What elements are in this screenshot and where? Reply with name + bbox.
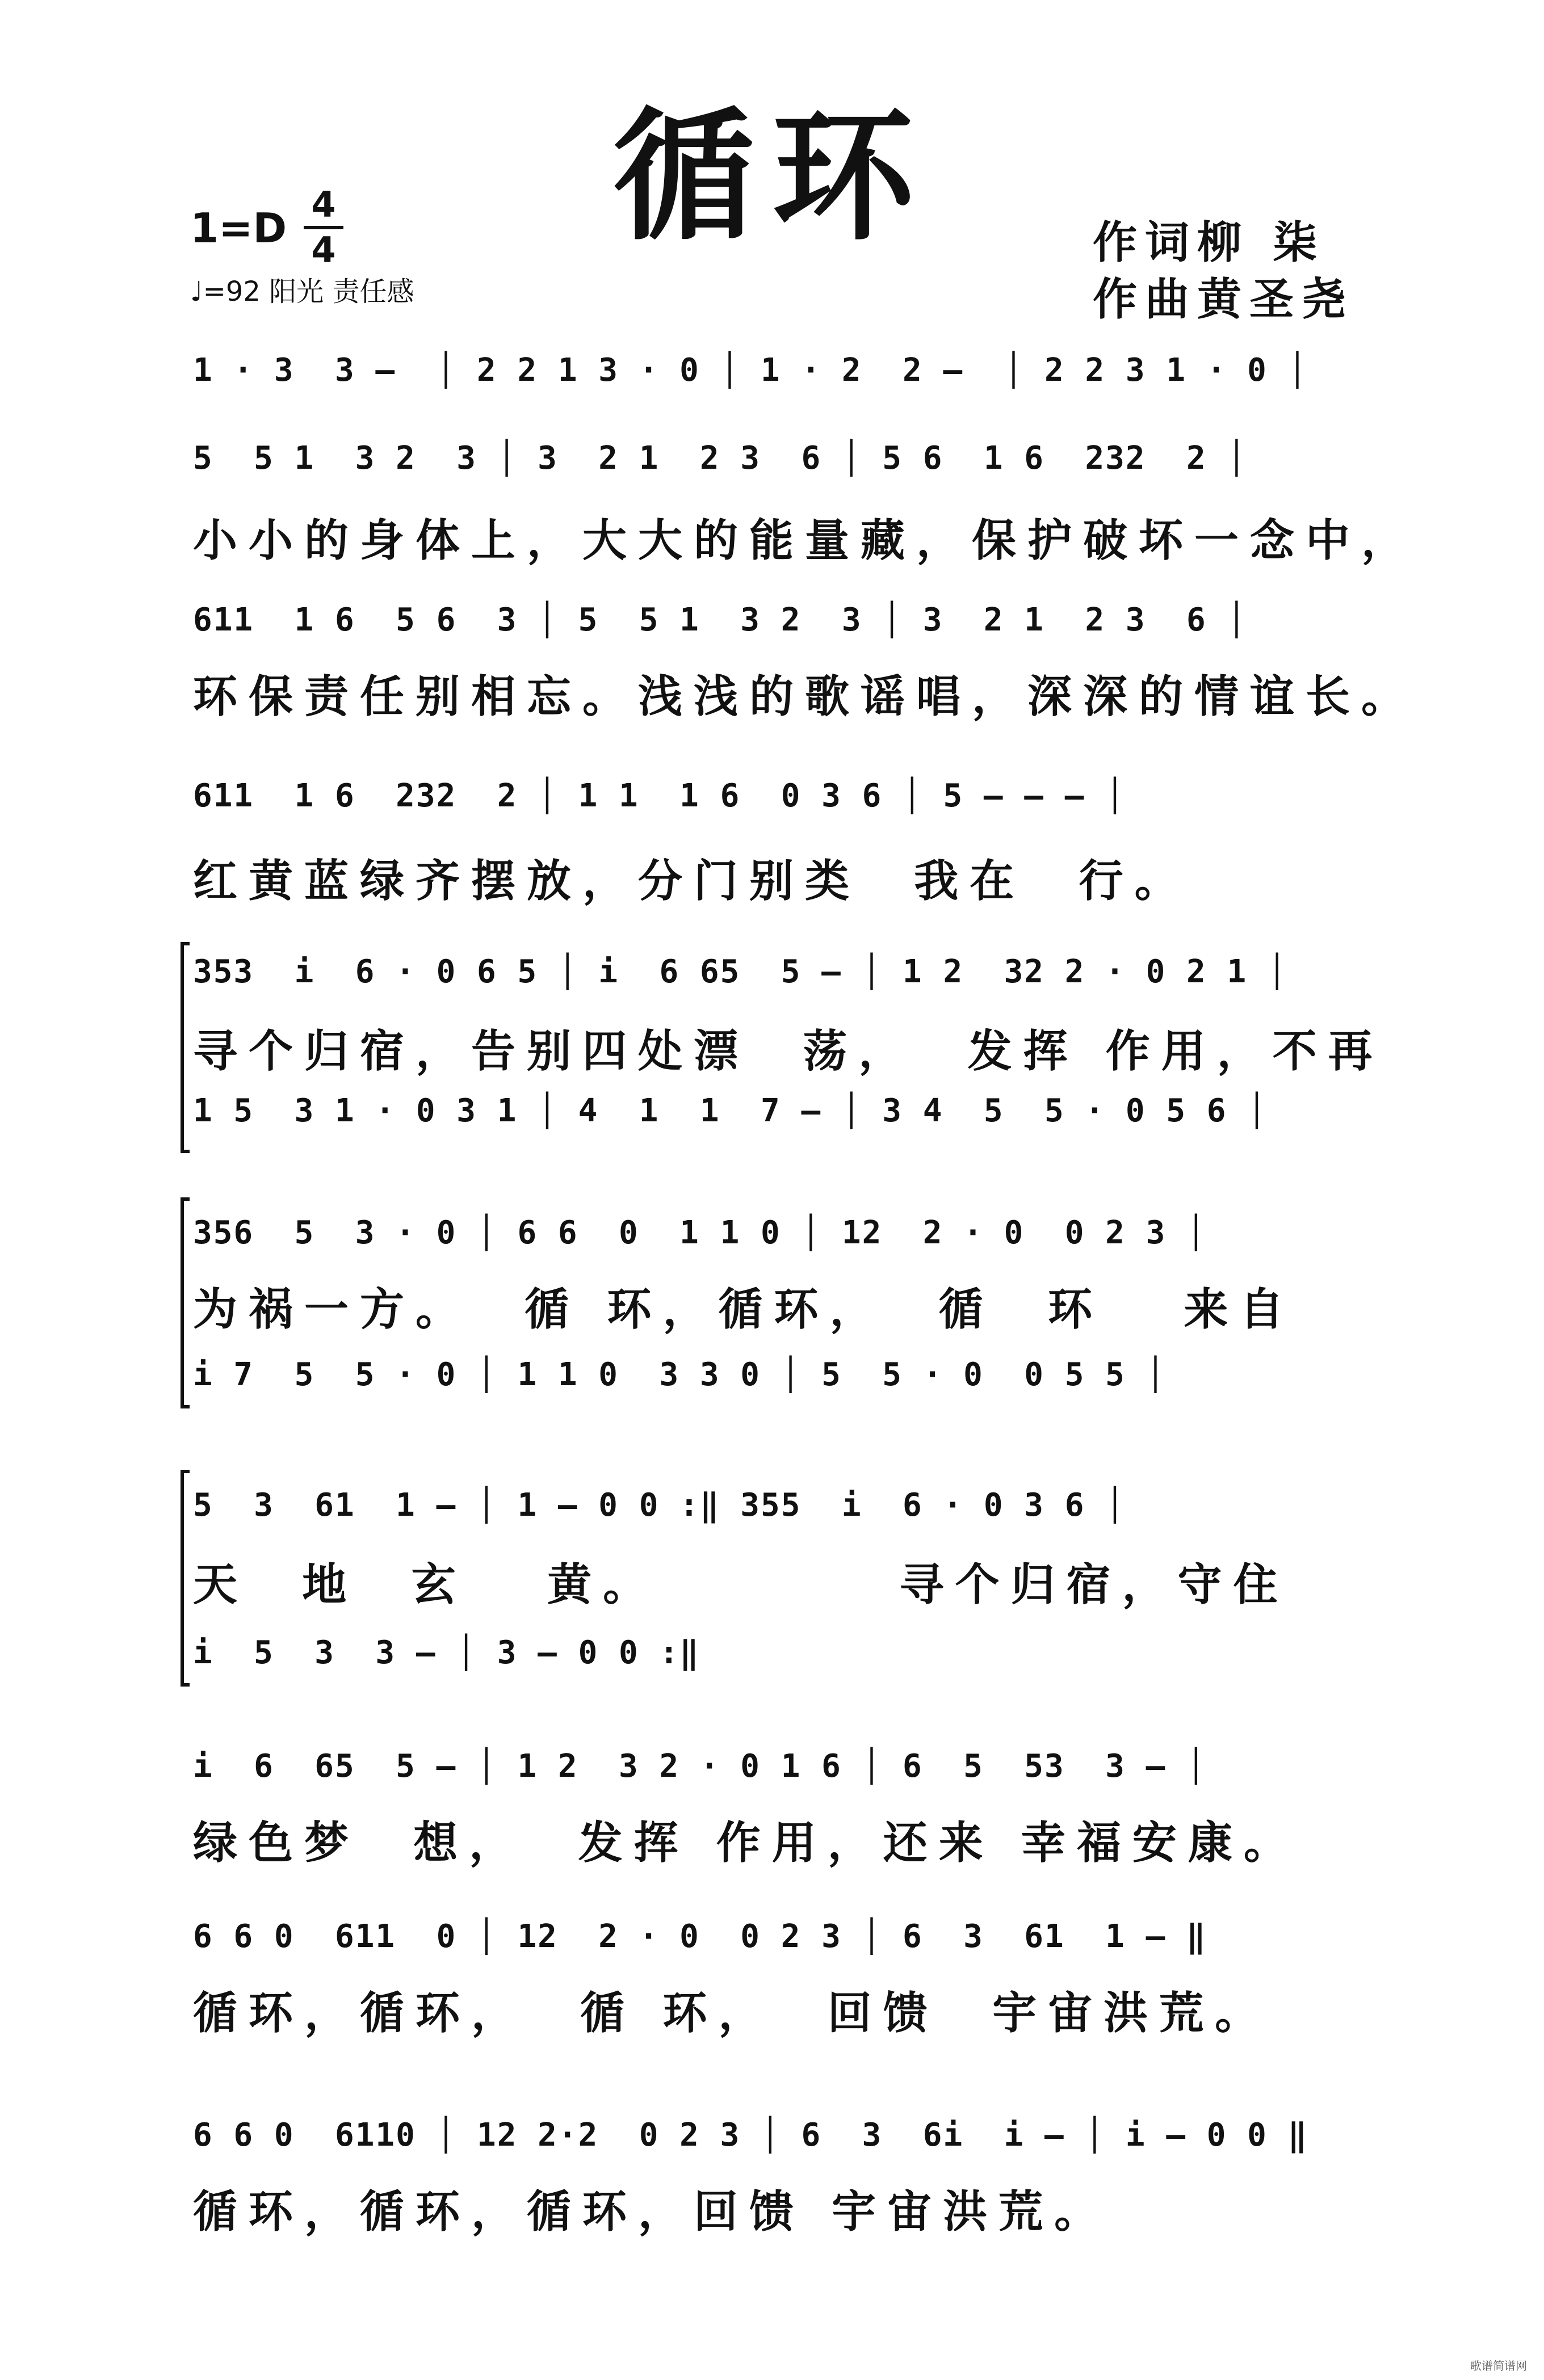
notation-line: 1 · 3 3 – │ 2 2 1 3 · 0 │ 1 · 2 2 – │ 2 2 3 1 · 0 │ (193, 352, 1308, 389)
lyricist-credit: 作词柳 柒 (1093, 217, 1325, 268)
notation-line-lower: i 5 3 3 – │ 3 – 0 0 :‖ (193, 1634, 700, 1671)
composer-credit: 作曲黄圣尧 (1093, 274, 1354, 325)
song-title: 循环 (613, 92, 931, 259)
lyric-line: 小小的身体上，大大的能量藏，保护破坏一念中， (193, 515, 1417, 566)
notation-line-lower: i 7 5 5 · 0 │ 1 1 0 3 3 0 │ 5 5 · 0 0 5 5 │ (193, 1356, 1167, 1393)
notation-line-upper: 356 5 3 · 0 │ 6 6 0 1 1 0 │ 12 2 · 0 0 2 3 │ (193, 1214, 1207, 1251)
lyric-line: 循环，循环，循环，回馈 宇宙洪荒。 (193, 2186, 1110, 2238)
watermark: 歌谱简谱网 (1470, 2359, 1527, 2373)
tempo-marking: ♩=92 阳光 责任感 (190, 276, 414, 308)
notation-line: i 6 65 5 – │ 1 2 3 2 · 0 1 6 │ 6 5 53 3 – │ (193, 1748, 1207, 1785)
notation-line: 611 1 6 5 6 3 │ 5 5 1 3 2 3 │ 3 2 1 2 3 6 │ (193, 602, 1248, 638)
meter-bottom: 4 (311, 229, 336, 271)
meter-top: 4 (311, 184, 336, 225)
notation-line: 6 6 0 611 0 │ 12 2 · 0 0 2 3 │ 6 3 61 1 – ‖ (193, 1918, 1207, 1955)
lyric-line: 寻个归宿，告别四处漂 荡， 发挥 作用，不再 (193, 1025, 1384, 1077)
system-brace (181, 1470, 190, 1687)
lyric-line: 天 地 玄 黄。 寻个归宿，守住 (193, 1559, 1289, 1611)
lyric-line: 为祸一方。 循 环，循环， 循 环 来自 (193, 1284, 1295, 1335)
system-brace (181, 1197, 190, 1408)
lyric-line: 循环，循环， 循 环， 回馈 宇宙洪荒。 (193, 1987, 1271, 2039)
lyric-line: 绿色梦 想， 发挥 作用，还来 幸福安康。 (193, 1817, 1299, 1869)
notation-line-upper: 353 i 6 · 0 6 5 │ i 6 65 5 – │ 1 2 32 2 · 0 2 1 │ (193, 953, 1288, 990)
lyric-line: 环保责任别相忘。浅浅的歌谣唱，深深的情谊长。 (193, 671, 1417, 722)
time-signature (304, 184, 343, 271)
notation-line: 5 5 1 3 2 3 │ 3 2 1 2 3 6 │ 5 6 1 6 232 2 │ (193, 440, 1248, 477)
notation-line: 6 6 0 6110 │ 12 2·2 0 2 3 │ 6 3 6i i – │ i – 0 0 ‖ (193, 2117, 1308, 2154)
notation-line-lower: 1 5 3 1 · 0 3 1 │ 4 1 1 7 – │ 3 4 5 5 · 0 5 6 │ (193, 1092, 1268, 1129)
system-brace (181, 942, 190, 1153)
notation-line: 611 1 6 232 2 │ 1 1 1 6 0 3 6 │ 5 – – – │ (193, 777, 1126, 814)
key-signature: 1=D (190, 204, 287, 252)
lyric-line: 红黄蓝绿齐摆放，分门别类 我在 行。 (193, 855, 1190, 907)
notation-line-upper: 5 3 61 1 – │ 1 – 0 0 :‖ 355 i 6 · 0 3 6 │ (193, 1487, 1126, 1524)
